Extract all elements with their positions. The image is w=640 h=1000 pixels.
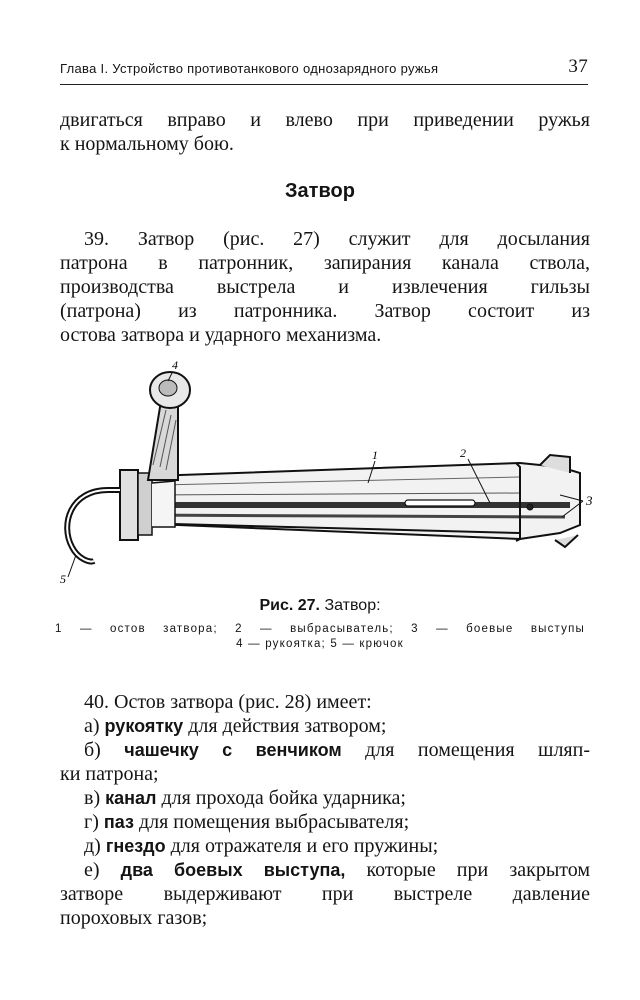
para39-line-2: патрона в патронник, запирания канала ствола,: [60, 252, 590, 274]
callout-3: 3: [586, 493, 593, 508]
intro-line-2: к нормальному бою.: [60, 133, 234, 155]
paragraph-40: [60, 690, 590, 930]
item-text: которые при закрытом: [366, 859, 591, 881]
callout-4: 4: [172, 358, 178, 372]
item-text: для помещения шляп-: [365, 739, 590, 761]
figure-27-bolt-drawing: [50, 355, 610, 590]
item-letter: г): [84, 811, 99, 833]
para39-line-3: производства выстрела и извлечения гильзы: [60, 276, 590, 298]
item-text: для действия затвором;: [188, 715, 387, 737]
list-item-v: [60, 786, 590, 810]
paragraph-39: [60, 227, 590, 347]
running-head-title: Глава I. Устройство противотанкового однозарядного ружья: [60, 61, 439, 76]
item-text: для помещения выбрасывателя;: [138, 811, 410, 833]
list-item-e: [60, 858, 590, 882]
item-text: для отражателя и его пружины;: [170, 835, 439, 857]
item-term: два боевых выступа,: [120, 860, 346, 880]
item-letter: б): [84, 739, 101, 761]
legend-line-2: 4 — рукоятка; 5 — крючок: [236, 638, 404, 650]
item-letter: е): [84, 859, 100, 881]
item-letter: а): [84, 715, 100, 737]
item-letter: д): [84, 835, 101, 857]
figure-title: Затвор:: [324, 597, 381, 614]
item-term: рукоятку: [104, 716, 184, 736]
callout-1: 1: [372, 448, 378, 462]
item-text: для прохода бойка ударника;: [161, 787, 406, 809]
para40-heading: 40. Остов затвора (рис. 28) имеет:: [84, 691, 372, 713]
para39-line-5: остова затвора и ударного механизма.: [60, 324, 382, 346]
bolt-hook: [67, 490, 120, 561]
para39-line-4: (патрона) из патронника. Затвор состоит из: [60, 300, 590, 322]
bolt-illustration: [50, 355, 610, 590]
para39-line-1: 39. Затвор (рис. 27) служит для досылания: [84, 228, 590, 250]
list-item-b: [60, 738, 590, 762]
item-term: чашечку с венчиком: [124, 740, 342, 760]
figure-number: Рис. 27.: [259, 597, 320, 614]
bolt-handle: [148, 372, 190, 480]
figure-legend: [55, 622, 585, 652]
running-head: [60, 58, 588, 85]
list-item-d: [60, 834, 590, 858]
intro-paragraph: [60, 108, 590, 156]
list-item-e-cont-2: пороховых газов;: [60, 907, 208, 929]
list-item-g: [60, 810, 590, 834]
section-title: Затвор: [285, 180, 355, 202]
item-letter: в): [84, 787, 101, 809]
list-item-a: [60, 714, 590, 738]
intro-line-1: двигаться вправо и влево при приведении ружья: [60, 109, 590, 131]
list-item-b-cont: ки патрона;: [60, 763, 159, 785]
list-item-e-cont: затворе выдерживают при выстреле давление: [60, 883, 590, 905]
legend-line-1: 1 — остов затвора; 2 — выбрасыватель; 3 — боевые выступы: [55, 623, 585, 635]
figure-caption: [0, 597, 640, 615]
item-term: гнездо: [105, 836, 166, 856]
item-term: канал: [105, 788, 157, 808]
callout-2: 2: [460, 446, 466, 460]
bolt-body: [120, 455, 580, 547]
callout-5: 5: [60, 572, 66, 586]
page-number: 37: [568, 56, 588, 77]
item-term: паз: [103, 812, 134, 832]
